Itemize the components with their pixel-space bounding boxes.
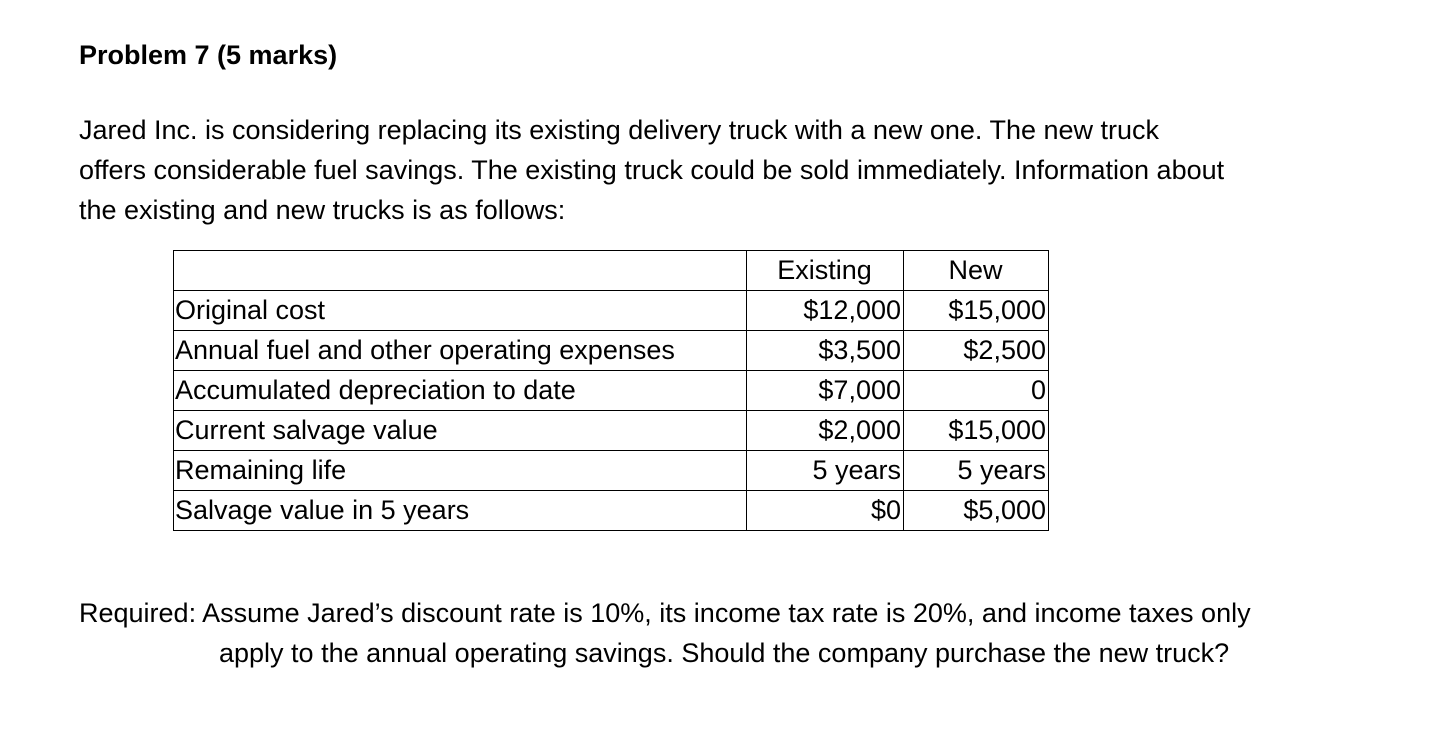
row-existing-value: $2,000 [747,411,904,451]
row-label: Annual fuel and other operating expenses [174,331,747,371]
problem-intro [79,110,1369,230]
row-new-value: $15,000 [904,411,1049,451]
row-new-value: 0 [904,371,1049,411]
header-existing-cell: Existing [747,251,904,291]
row-new-value: $15,000 [904,291,1049,331]
row-new-value: $5,000 [904,491,1049,531]
table-row [174,411,1049,451]
table-row [174,291,1049,331]
intro-line: Jared Inc. is considering replacing its existing delivery truck with a new one. The new truck [79,115,1160,145]
row-new-value: 5 years [904,451,1049,491]
row-new-value: $2,500 [904,331,1049,371]
table-row [174,491,1049,531]
table-row [174,371,1049,411]
row-existing-value: $7,000 [747,371,904,411]
table-header-row [174,251,1049,291]
row-existing-value: 5 years [747,451,904,491]
row-label: Remaining life [174,451,747,491]
required-line: apply to the annual operating savings. Should the company purchase the new truck? [219,638,1230,668]
table-row [174,451,1049,491]
table-row [174,331,1049,371]
intro-line: the existing and new trucks is as follows: [79,195,566,225]
header-label-cell [174,251,747,291]
header-new-cell: New [904,251,1049,291]
required-line: Required: Assume Jared’s discount rate is 10%, its income tax rate is 20%, and income taxes only [79,598,1251,628]
row-existing-value: $0 [747,491,904,531]
truck-comparison-table [173,250,1049,531]
row-label: Accumulated depreciation to date [174,371,747,411]
problem-title: Problem 7 (5 marks) [79,40,338,70]
row-existing-value: $12,000 [747,291,904,331]
required-question [79,593,1379,673]
row-label: Salvage value in 5 years [174,491,747,531]
row-label: Original cost [174,291,747,331]
row-label: Current salvage value [174,411,747,451]
intro-line: offers considerable fuel savings. The existing truck could be sold immediately. Information about [79,155,1225,185]
row-existing-value: $3,500 [747,331,904,371]
